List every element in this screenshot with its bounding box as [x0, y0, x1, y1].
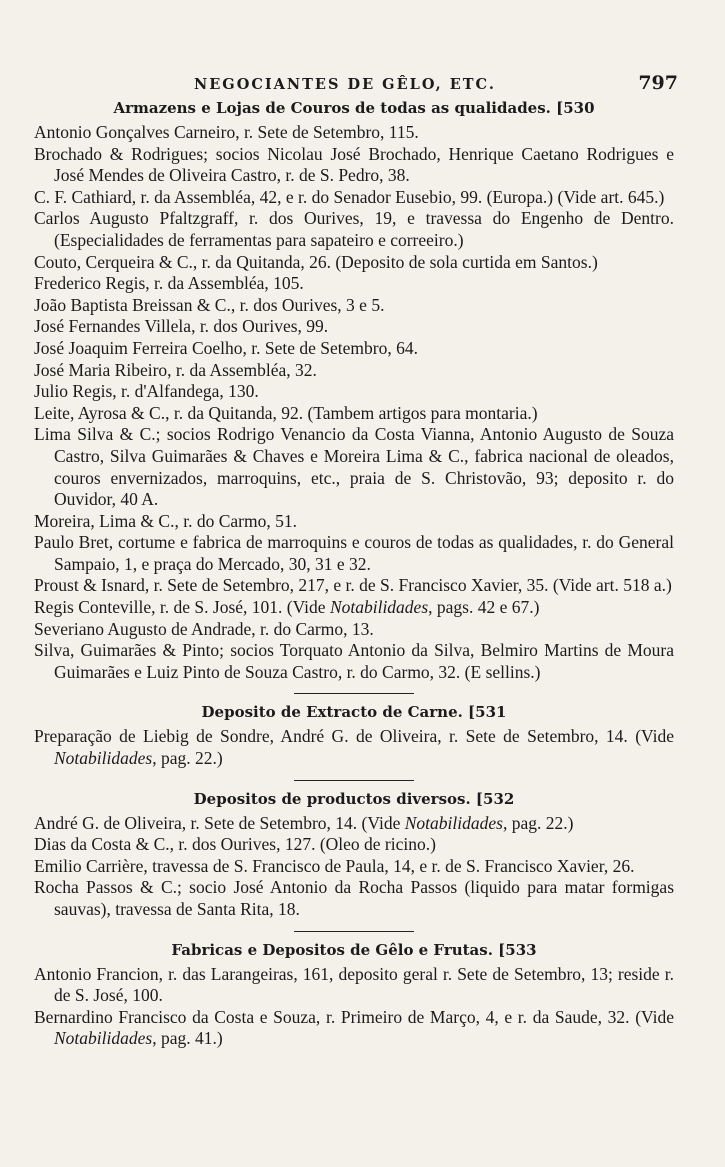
entry-text: Emilio Carrière, travessa de S. Francisco de Paula, 14, e r. de S. Francisco Xavier, 26.: [34, 855, 635, 876]
directory-entry: [34, 144, 674, 187]
directory-entry: [34, 575, 674, 597]
directory-entry: [34, 726, 674, 769]
directory-entry: [34, 252, 674, 274]
section-divider: [294, 693, 414, 694]
entry-text: , pag. 22.): [152, 748, 223, 769]
entry-text: Preparação de Liebig de Sondre, André G. de Oliveira, r. Sete de Setembro, 14. (Vide: [34, 726, 674, 747]
section-heading: Depositos de productos diversos. [532: [193, 789, 515, 808]
entry-text: Antonio Gonçalves Carneiro, r. Sete de Setembro, 115.: [34, 122, 419, 142]
entry-text: Leite, Ayrosa & C., r. da Quitanda, 92. (Tambem artigos para montaria.): [34, 402, 538, 423]
entry-text: Bernardino Francisco da Costa e Souza, r. Primeiro de Março, 4, e r. da Saude, 32. (Vide: [34, 1006, 674, 1027]
entry-text: José Maria Ribeiro, r. da Assembléa, 32.: [34, 359, 317, 380]
directory-entry: [34, 597, 674, 619]
entry-text: Severiano Augusto de Andrade, r. do Carmo, 13.: [34, 618, 374, 639]
directory-entry: [34, 187, 674, 209]
section-divider: [294, 780, 414, 781]
entry-text: Julio Regis, r. d'Alfandega, 130.: [34, 381, 259, 402]
entry-text: , pag. 41.): [152, 1028, 223, 1049]
running-title: NEGOCIANTES DE GÊLO, ETC.: [194, 76, 496, 93]
entry-text: Moreira, Lima & C., r. do Carmo, 51.: [34, 510, 297, 531]
section-heading: Deposito de Extracto de Carne. [531: [201, 703, 507, 722]
directory-entry: [34, 338, 674, 360]
directory-entry: [34, 813, 674, 835]
section-heading: Fabricas e Depositos de Gêlo e Frutas. [533: [171, 940, 537, 959]
entry-text: Regis Conteville, r. de S. José, 101. (Vide: [34, 597, 330, 618]
entry-text: Proust & Isnard, r. Sete de Setembro, 217, e r. de S. Francisco Xavier, 35. (Vide art. 518 a.): [34, 575, 672, 596]
entry-italic-text: Notabilidades: [404, 812, 503, 833]
entry-text: José Fernandes Villela, r. dos Ourives, 99.: [34, 316, 329, 337]
entry-text: Brochado & Rodrigues; socios Nicolau José Brochado, Henrique Caetano Rodrigues e José Mendes de Oliveira Castro, r. de S. Pedro, 38.: [34, 143, 674, 186]
entry-text: Frederico Regis, r. da Assembléa, 105.: [34, 273, 304, 294]
entry-text: Lima Silva & C.; socios Rodrigo Venancio da Costa Vianna, Antonio Augusto de Souza Castro, Silva Guimarães & Chaves e Moreira Lima & C., fabrica nacional de oleados, couros envernizados, marroquins, etc., praia de S. Christovão, 93; deposito r. do Ouvidor, 40 A.: [34, 424, 674, 510]
directory-entry: [34, 403, 674, 425]
directory-entry: [34, 1007, 674, 1050]
directory-content: [34, 98, 674, 1050]
entry-text: Carlos Augusto Pfaltzgraff, r. dos Ourives, 19, e travessa do Engenho de Dentro. (Especialidades de ferramentas para sapateiro e correeiro.): [34, 208, 674, 250]
directory-entry: [34, 381, 674, 403]
running-head: [34, 70, 678, 96]
directory-entry: [34, 424, 674, 510]
directory-entry: [34, 295, 674, 317]
book-page: [34, 70, 678, 1050]
section-divider: [294, 931, 414, 932]
entry-italic-text: Notabilidades: [54, 748, 153, 769]
entry-text: Dias da Costa & C., r. dos Ourives, 127. (Oleo de ricino.): [34, 834, 436, 855]
entry-text: João Baptista Breissan & C., r. dos Ourives, 3 e 5.: [34, 294, 385, 315]
directory-entry: [34, 856, 674, 878]
directory-entry: [34, 122, 674, 144]
directory-entry: [34, 360, 674, 382]
directory-entry: [34, 532, 674, 575]
entry-italic-text: Notabilidades: [54, 1028, 153, 1049]
directory-entry: [34, 640, 674, 683]
directory-entry: [34, 877, 674, 920]
entry-text: André G. de Oliveira, r. Sete de Setembro, 14. (Vide: [34, 812, 405, 833]
entry-text: Couto, Cerqueira & C., r. da Quitanda, 26. (Deposito de sola curtida em Santos.): [34, 251, 598, 272]
directory-entry: [34, 964, 674, 1007]
entry-text: , pag. 22.): [502, 812, 574, 833]
section-heading: Armazens e Lojas de Couros de todas as qualidades. [530: [113, 99, 595, 117]
directory-entry: [34, 834, 674, 856]
entry-text: Paulo Bret, cortume e fabrica de marroquins e couros de todas as qualidades, r. do General Sampaio, 1, e praça do Mercado, 30, 31 e 32.: [34, 532, 674, 574]
entry-italic-text: Notabilidades: [329, 597, 429, 618]
entry-text: José Joaquim Ferreira Coelho, r. Sete de Setembro, 64.: [34, 337, 418, 358]
directory-entry: [34, 511, 674, 533]
directory-entry: [34, 619, 674, 641]
entry-text: Rocha Passos & C.; socio José Antonio da Rocha Passos (liquido para matar formigas sauvas), travessa de Santa Rita, 18.: [34, 877, 674, 919]
entry-text: Silva, Guimarães & Pinto; socios Torquato Antonio da Silva, Belmiro Martins de Moura Guimarães e Luiz Pinto de Souza Castro, r. do Carmo, 32. (E sellins.): [34, 640, 674, 682]
page-number: 797: [638, 72, 678, 94]
directory-entry: [34, 273, 674, 295]
entry-text: C. F. Cathiard, r. da Assembléa, 42, e r. do Senador Eusebio, 99. (Europa.) (Vide art. 645.): [34, 186, 665, 207]
directory-entry: [34, 316, 674, 338]
entry-text: , pags. 42 e 67.): [428, 597, 540, 618]
directory-entry: [34, 208, 674, 251]
entry-text: Antonio Francion, r. das Larangeiras, 161, deposito geral r. Sete de Setembro, 13; reside r. de S. José, 100.: [34, 963, 674, 1006]
